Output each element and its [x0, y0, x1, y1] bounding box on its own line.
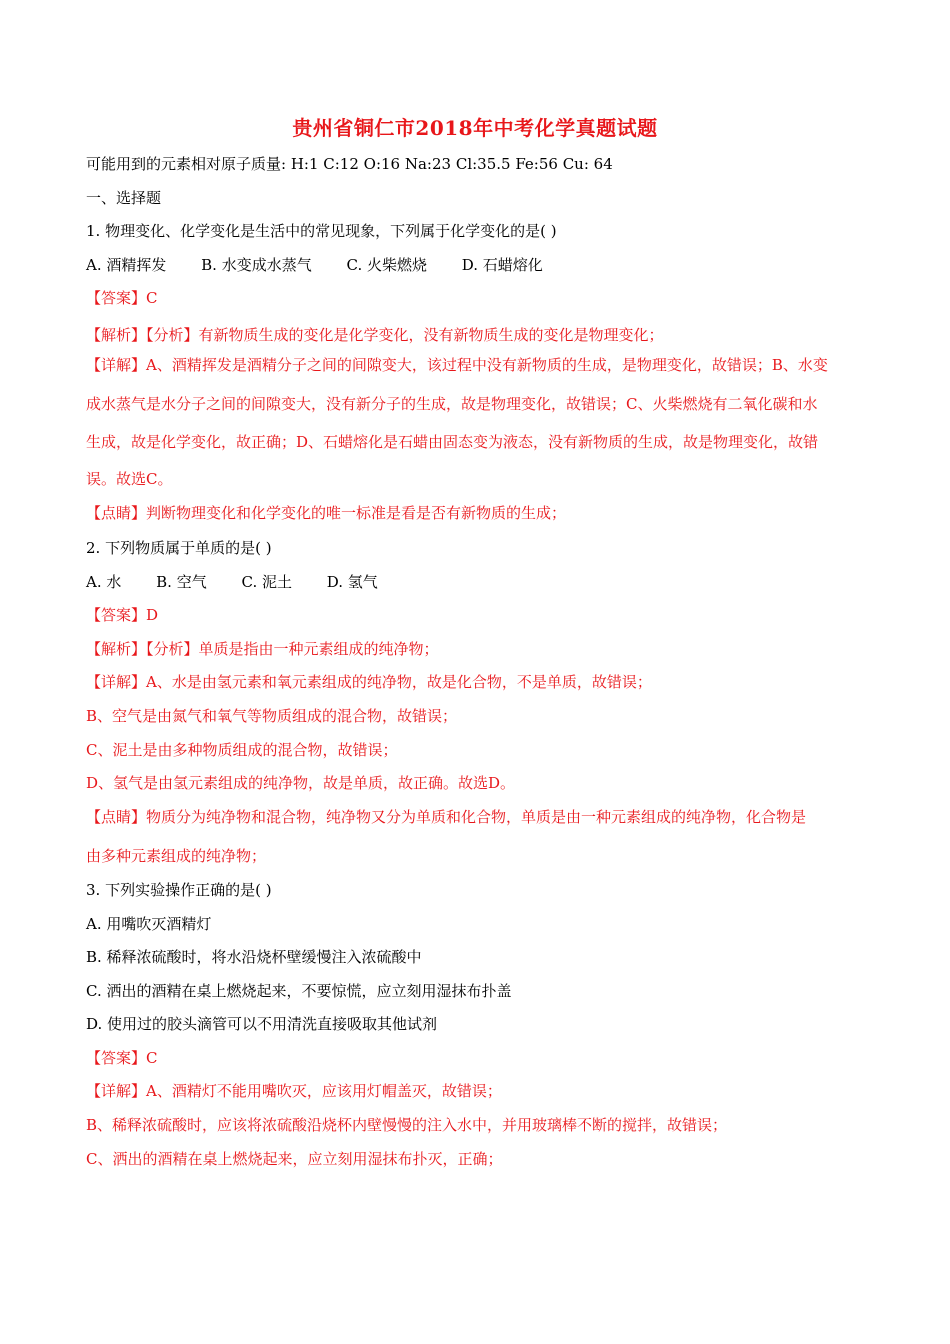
q3-detail-c: C、洒出的酒精在桌上燃烧起来，应立刻用湿抹布扑灭，正确；: [86, 1150, 503, 1168]
section-heading: 一、选择题: [86, 189, 162, 207]
q2-options: [86, 572, 876, 592]
q2-answer: 【答案】D: [86, 606, 159, 624]
q1-point: 【点睛】判断物理变化和化学变化的唯一标准是看是否有新物质的生成；: [86, 504, 567, 522]
q2-analysis: 【解析】【分析】单质是指由一种元素组成的纯净物；: [86, 640, 439, 658]
q3-detail-a: 【详解】A、酒精灯不能用嘴吹灭，应该用灯帽盖灭，故错误；: [86, 1082, 502, 1100]
q1-option-d: D. 石蜡熔化: [461, 256, 543, 274]
q1-option-b: B. 水变成水蒸气: [201, 256, 312, 274]
q2-option-d: D. 氢气: [326, 573, 378, 591]
q2-detail-c: C、泥土是由多种物质组成的混合物，故错误；: [86, 741, 398, 759]
page-title: 贵州省铜仁市2018年中考化学真题试题: [292, 116, 658, 140]
q3-option-a: A. 用嘴吹灭酒精灯: [86, 915, 212, 933]
q3-option-b: B. 稀释浓硫酸时，将水沿烧杯壁缓慢注入浓硫酸中: [86, 948, 422, 966]
atomic-masses: 可能用到的元素相对原子质量: H:1 C:12 O:16 Na:23 Cl:35.5 Fe:56 Cu: 64: [86, 155, 613, 173]
q1-detail-line-3: 生成，故是化学变化，故正确；D、石蜡熔化是石蜡由固态变为液态，没有新物质的生成，故是物理变化，故错: [86, 433, 819, 451]
q2-stem: 2. 下列物质属于单质的是( ): [86, 539, 272, 557]
q2-point-line-1: 【点睛】物质分为纯净物和混合物，纯净物又分为单质和化合物，单质是由一种元素组成的纯净物，化合物是: [86, 808, 807, 826]
q1-analysis: 【解析】【分析】有新物质生成的变化是化学变化，没有新物质生成的变化是物理变化；: [86, 326, 664, 344]
q3-option-c: C. 洒出的酒精在桌上燃烧起来，不要惊慌，应立刻用湿抹布扑盖: [86, 982, 512, 1000]
q1-stem: 1. 物理变化、化学变化是生活中的常见现象，下列属于化学变化的是( ): [86, 222, 557, 240]
q3-detail-b: B、稀释浓硫酸时，应该将浓硫酸沿烧杯内壁慢慢的注入水中，并用玻璃棒不断的搅拌，故错误；: [86, 1116, 728, 1134]
q3-answer: 【答案】C: [86, 1049, 158, 1067]
q2-detail-a: 【详解】A、水是由氢元素和氧元素组成的纯净物，故是化合物，不是单质，故错误；: [86, 673, 652, 691]
q2-point-line-2: 由多种元素组成的纯净物；: [86, 847, 267, 865]
q1-detail-line-4: 误。故选C。: [86, 470, 173, 488]
q2-option-b: B. 空气: [156, 573, 207, 591]
q1-answer: 【答案】C: [86, 289, 158, 307]
q1-option-c: C. 火柴燃烧: [346, 256, 427, 274]
q1-option-a: A. 酒精挥发: [86, 256, 167, 274]
q1-detail-line-1: 【详解】A、酒精挥发是酒精分子之间的间隙变大，该过程中没有新物质的生成，是物理变化，故错误；B、水变: [86, 356, 828, 374]
q3-stem: 3. 下列实验操作正确的是( ): [86, 881, 272, 899]
q3-option-d: D. 使用过的胶头滴管可以不用清洗直接吸取其他试剂: [86, 1015, 438, 1033]
q1-options: [86, 255, 876, 275]
q2-detail-b: B、空气是由氮气和氧气等物质组成的混合物，故错误；: [86, 707, 458, 725]
q2-detail-d: D、氢气是由氢元素组成的纯净物，故是单质，故正确。故选D。: [86, 774, 516, 792]
q2-option-c: C. 泥土: [241, 573, 292, 591]
q1-detail-line-2: 成水蒸气是水分子之间的间隙变大，没有新分子的生成，故是物理变化，故错误；C、火柴燃烧有二氧化碳和水: [86, 395, 818, 413]
q2-option-a: A. 水: [86, 573, 122, 591]
